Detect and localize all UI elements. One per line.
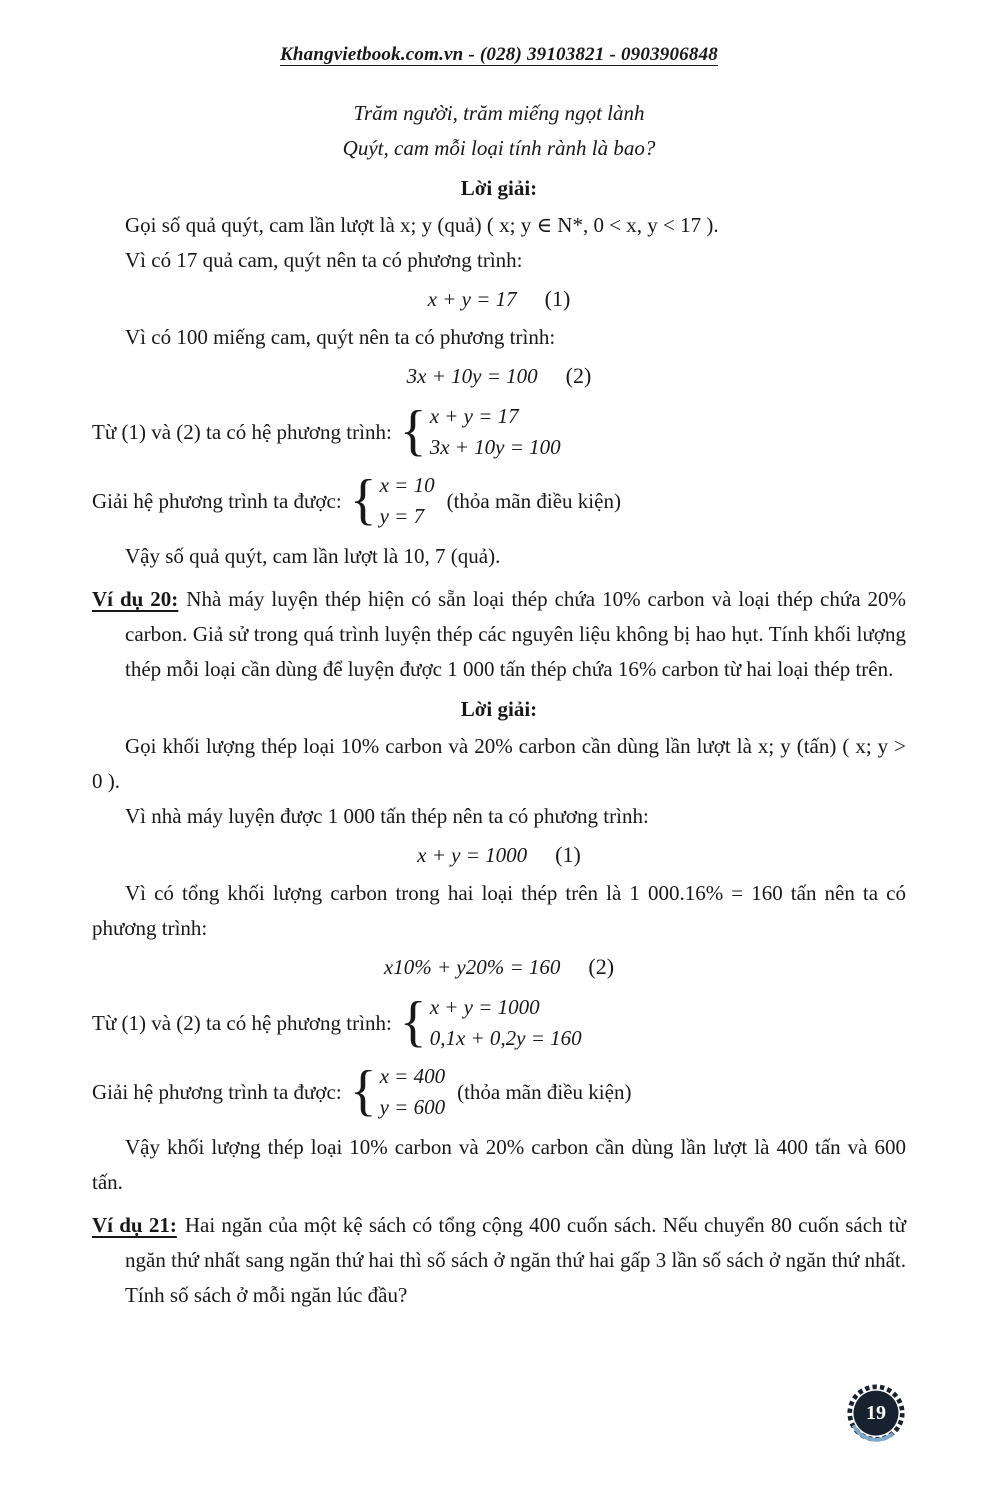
equation-1 [92, 281, 906, 317]
equation-3 [92, 837, 906, 873]
header-website-text: Khangvietbook.com.vn - (028) 39103821 - 0903906848 [279, 44, 718, 65]
system-row-2-condition: (thỏa mãn điều kiện) [446, 488, 621, 513]
system-3-line-1: x + y = 1000 [429, 995, 540, 1019]
page-number: 19 [866, 1401, 886, 1424]
paragraph-goi-1: Gọi số quả quýt, cam lần lượt là x; y (quả) ( x; y ∈ N*, 0 < x, y < 17 ). [125, 213, 719, 237]
system-row-2 [92, 470, 906, 532]
system-1-line-2: 3x + 10y = 100 [429, 435, 561, 459]
equation-2 [92, 358, 906, 394]
poem-line-2: Quýt, cam mỗi loại tính rành là bao? [342, 136, 656, 160]
paragraph-goi-2: Gọi khối lượng thép loại 10% carbon và 20% carbon cần dùng lần lượt là x; y (tấn) ( x; y > 0 ). [92, 734, 906, 793]
paragraph-vi17: Vì có 17 quả cam, quýt nên ta có phương trình: [125, 248, 523, 272]
system-2-line-2: y = 7 [379, 504, 425, 528]
equation-system-2 [350, 470, 435, 532]
system-1-line-1: x + y = 17 [429, 404, 519, 428]
paragraph-vay-1: Vậy số quả quýt, cam lần lượt là 10, 7 (quả). [125, 544, 501, 568]
left-brace-icon [350, 1063, 377, 1119]
equation-system-1 [400, 401, 561, 463]
paragraph-vi-1000: Vì nhà máy luyện được 1 000 tấn thép nên ta có phương trình: [125, 804, 649, 828]
left-brace-icon [400, 403, 427, 459]
system-row-4-lead: Giải hệ phương trình ta được: [92, 1079, 342, 1104]
example-20-label: Ví dụ 20: [92, 587, 179, 611]
left-brace-icon [350, 472, 377, 528]
system-row-4 [92, 1061, 906, 1123]
system-row-2-lead: Giải hệ phương trình ta được: [92, 488, 342, 513]
example-20 [92, 582, 906, 687]
system-row-3-lead: Từ (1) và (2) ta có hệ phương trình: [92, 1010, 392, 1035]
equation-1-expression: x + y = 17 [427, 287, 517, 311]
system-row-3 [92, 992, 906, 1054]
equation-4-expression: x10% + y20% = 160 [383, 955, 561, 979]
page-number-badge [846, 1384, 906, 1444]
example-20-text: Nhà máy luyện thép hiện có sẵn loại thép chứa 10% carbon và loại thép chứa 20% carbon. Giả sử trong quá trình luyện thép các nguyên liệu không bị hao hụt. Tính khối lượng thép mỗi loại cần dùng để luyện được 1 000 tấn thép chứa 16% carbon từ hai loại thép trên. [125, 587, 906, 681]
equation-3-number: (1) [555, 842, 581, 867]
equation-1-number: (1) [544, 286, 571, 311]
left-brace-icon [400, 994, 427, 1050]
equation-2-expression: 3x + 10y = 100 [406, 364, 538, 388]
equation-system-3 [400, 992, 582, 1054]
example-21 [92, 1208, 906, 1313]
page-header [92, 44, 906, 66]
solution-heading-2: Lời giải: [460, 697, 538, 721]
system-4-line-1: x = 400 [379, 1064, 446, 1088]
example-21-text: Hai ngăn của một kệ sách có tổng cộng 400 cuốn sách. Nếu chuyển 80 cuốn sách từ ngăn thứ nhất sang ngăn thứ hai thì số sách ở ngăn thứ hai gấp 3 lần số sách ở ngăn thứ nhất. Tính số sách ở mỗi ngăn lúc đầu? [125, 1213, 906, 1307]
example-21-label: Ví dụ 21: [92, 1213, 177, 1237]
paragraph-vay-2: Vậy khối lượng thép loại 10% carbon và 20% carbon cần dùng lần lượt là 400 tấn và 600 tấn. [92, 1135, 906, 1194]
system-row-4-condition: (thỏa mãn điều kiện) [457, 1079, 632, 1104]
equation-3-expression: x + y = 1000 [417, 843, 528, 867]
equation-2-number: (2) [565, 363, 592, 388]
poem [92, 96, 906, 166]
equation-4-number: (2) [588, 954, 615, 979]
equation-system-4 [350, 1061, 445, 1123]
system-4-line-2: y = 600 [379, 1095, 446, 1119]
system-3-line-2: 0,1x + 0,2y = 160 [429, 1026, 582, 1050]
system-2-line-1: x = 10 [379, 473, 435, 497]
system-row-1 [92, 401, 906, 463]
solution-heading-1: Lời giải: [460, 176, 538, 200]
paragraph-vi-carbon: Vì có tổng khối lượng carbon trong hai loại thép trên là 1 000.16% = 160 tấn nên ta có phương trình: [92, 881, 906, 940]
equation-4 [92, 949, 906, 985]
paragraph-vi100: Vì có 100 miếng cam, quýt nên ta có phương trình: [125, 325, 556, 349]
poem-line-1: Trăm người, trăm miếng ngọt lành [353, 101, 645, 125]
system-row-1-lead: Từ (1) và (2) ta có hệ phương trình: [92, 419, 392, 444]
